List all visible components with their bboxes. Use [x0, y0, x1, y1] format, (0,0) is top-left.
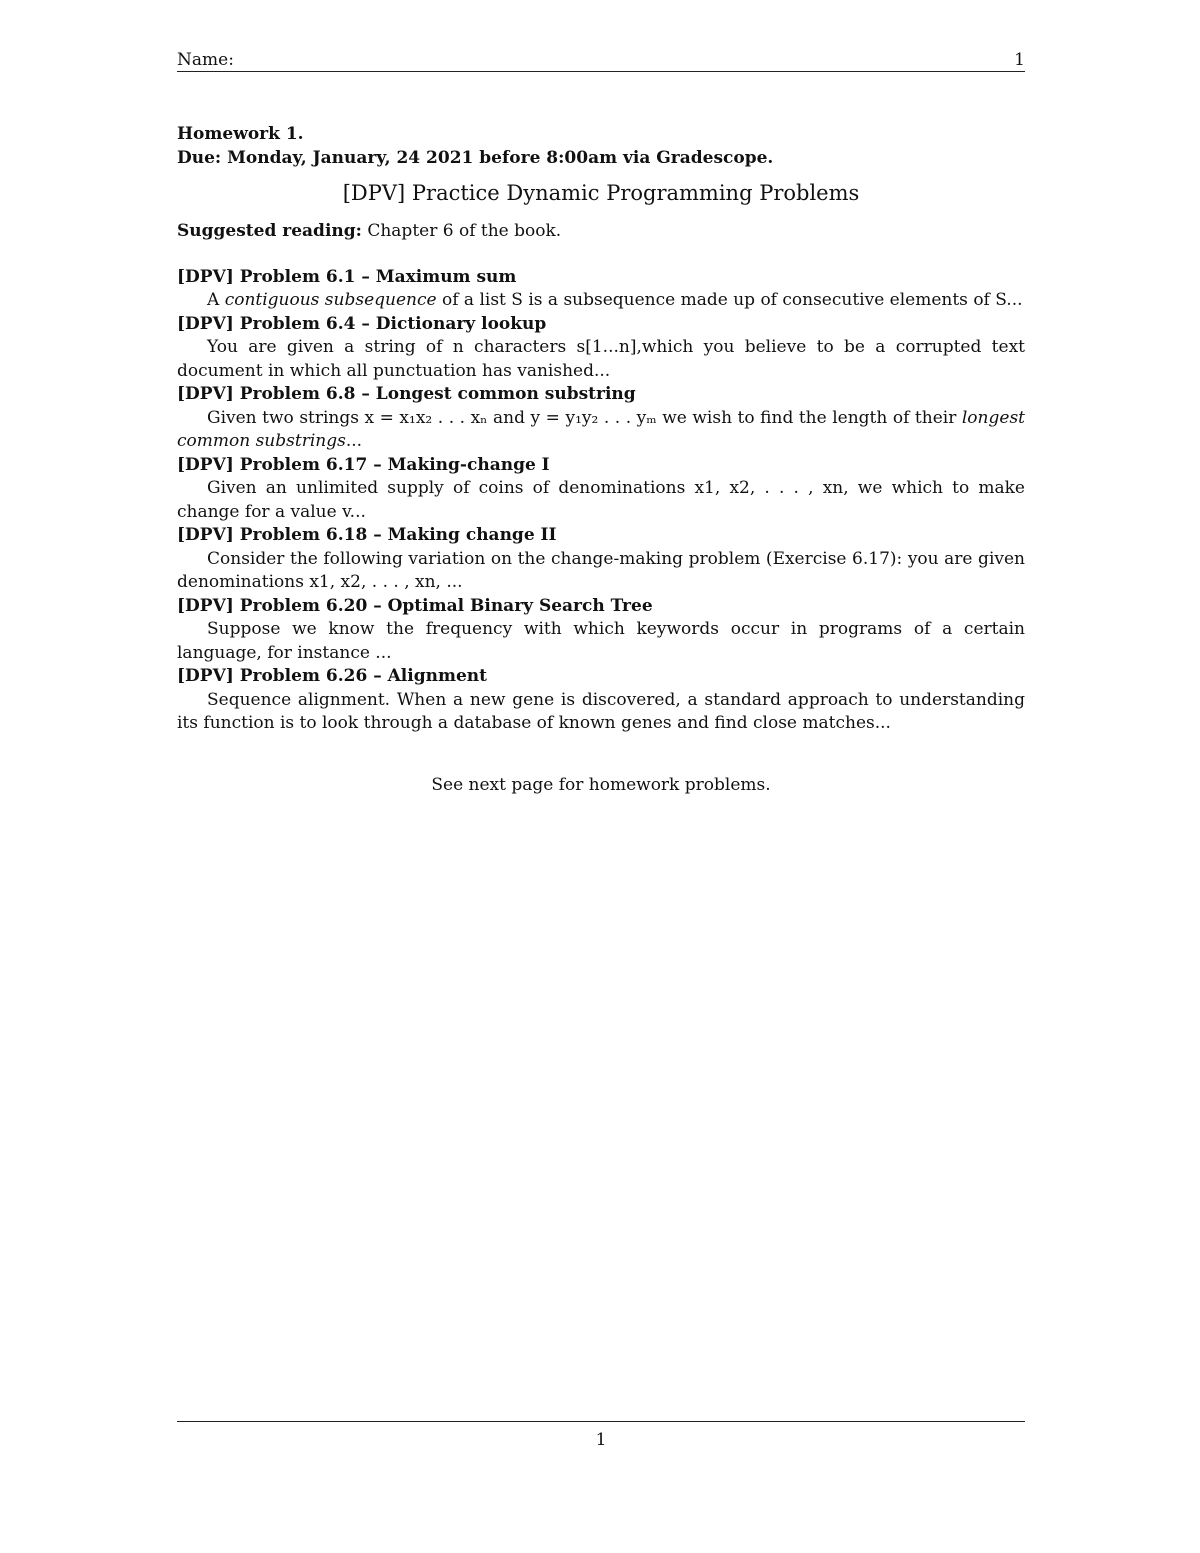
problem-6-1 [177, 266, 1025, 313]
page-content [177, 123, 1025, 797]
problem-body: You are given a string of n characters s[1...n],which you believe to be a corrupted text document in which all punctuation has vanished... [177, 337, 1025, 381]
header-page-number: 1 [1014, 50, 1025, 70]
problem-body-emphasis: longest common substrings [177, 407, 1025, 451]
reading-text: Chapter 6 of the book. [367, 221, 562, 241]
problem-6-17 [177, 454, 1025, 525]
name-label: Name: [177, 50, 234, 70]
reading-label: Suggested reading: [177, 221, 362, 241]
problem-heading: [DPV] Problem 6.18 – Making change II [177, 525, 557, 545]
homework-label: Homework 1. [177, 124, 304, 144]
page-title: [DPV] Practice Dynamic Programming Problems [342, 181, 860, 205]
problem-6-4 [177, 313, 1025, 384]
problem-heading: [DPV] Problem 6.1 – Maximum sum [177, 266, 517, 287]
page-header [177, 50, 1025, 72]
problem-heading: [DPV] Problem 6.8 – Longest common substring [177, 384, 636, 404]
problem-6-8 [177, 383, 1025, 454]
problem-body: Given an unlimited supply of coins of denominations x1, x2, . . . , xn, we which to make change for a value v... [177, 478, 1025, 522]
problem-body: Consider the following variation on the change-making problem (Exercise 6.17): you are given denominations x1, x2, . . . , xn, ... [177, 548, 1025, 592]
problem-body-text: Given two strings x = x₁x₂ . . . xₙ and y = y₁y₂ . . . yₘ we wish to find the length of their [207, 407, 962, 428]
footer-rule [177, 1421, 1025, 1422]
problem-body [177, 407, 1025, 454]
problem-heading: [DPV] Problem 6.17 – Making-change I [177, 454, 550, 475]
footer-page-number: 1 [595, 1430, 607, 1450]
due-date: Due: Monday, January, 24 2021 before 8:00am via Gradescope. [177, 147, 774, 168]
problem-heading: [DPV] Problem 6.4 – Dictionary lookup [177, 313, 547, 334]
problem-heading: [DPV] Problem 6.20 – Optimal Binary Search Tree [177, 595, 653, 616]
problem-body-text: of a list S is a subsequence made up of consecutive elements of S... [436, 290, 1023, 310]
problem-body [177, 289, 1025, 313]
see-next-page-note: See next page for homework problems. [431, 774, 771, 795]
problem-body: Sequence alignment. When a new gene is discovered, a standard approach to understanding its function is to look through a database of known genes and find close matches... [177, 689, 1025, 733]
problem-heading: [DPV] Problem 6.26 – Alignment [177, 666, 487, 686]
problem-6-26 [177, 665, 1025, 736]
problem-6-18 [177, 524, 1025, 595]
header-rule [177, 71, 1025, 72]
problem-body-text: ... [345, 431, 363, 451]
problem-body: Suppose we know the frequency with which keywords occur in programs of a certain language, for instance ... [177, 619, 1025, 663]
problem-body-emphasis: contiguous subsequence [224, 290, 437, 310]
problem-body-text: A [207, 290, 225, 310]
suggested-reading [177, 220, 1025, 244]
problem-6-20 [177, 595, 1025, 666]
